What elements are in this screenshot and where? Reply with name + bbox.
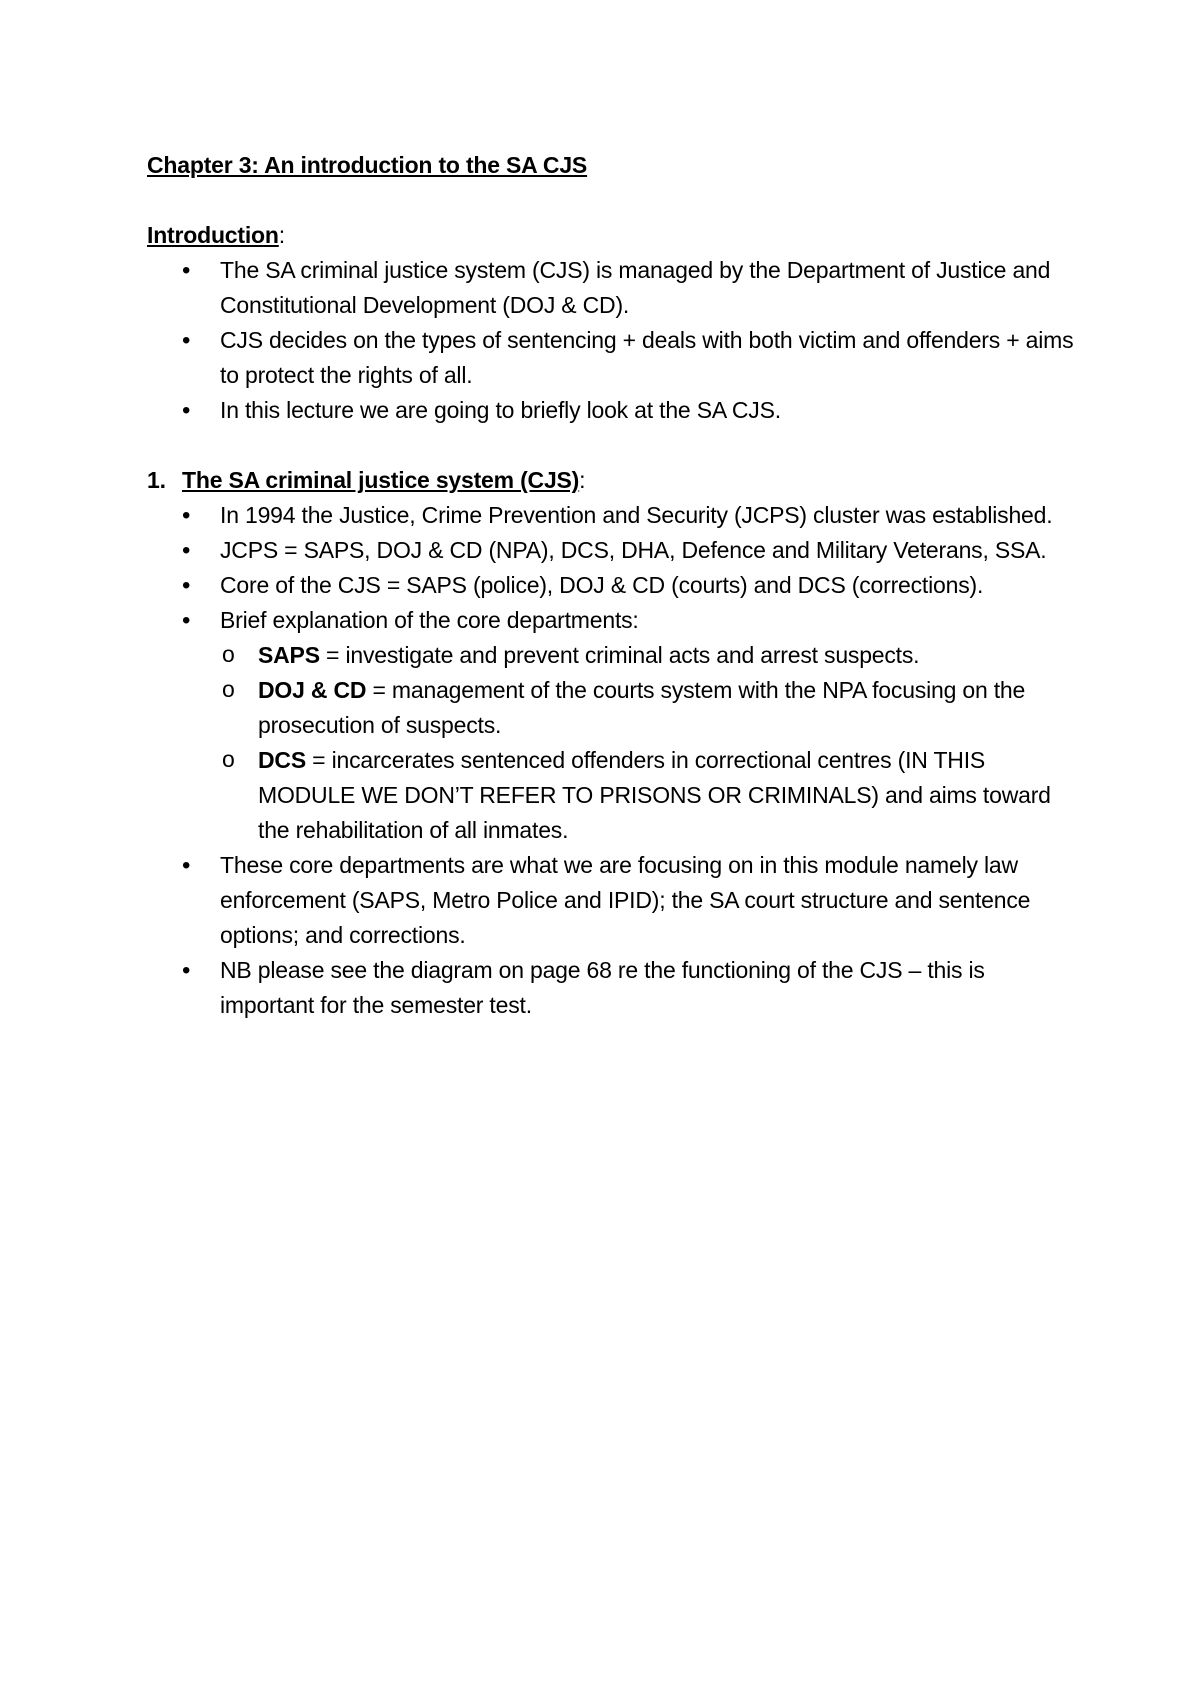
intro-bullet: • In this lecture we are going to briefly look at the SA CJS. [220,393,1077,428]
section-1-bullet: • Core of the CJS = SAPS (police), DOJ & CD (courts) and DCS (corrections). [220,568,1077,603]
section-1-bullet: • JCPS = SAPS, DOJ & CD (NPA), DCS, DHA, Defence and Military Veterans, SSA. [220,533,1077,568]
section-1-bullet-list [147,498,1077,1023]
department-term: DCS [258,747,306,773]
department-term: SAPS [258,642,320,668]
section-1-bullet-core-departments [220,603,1077,848]
intro-heading [147,218,1077,253]
core-department-saps [258,638,1077,673]
intro-heading-colon: : [278,222,285,248]
intro-heading-text: Introduction [147,222,279,248]
section-1-bullet-text: Brief explanation of the core departments: [220,607,639,633]
core-department-doj-cd [258,673,1077,743]
spacer [147,428,1077,463]
intro-bullet-list [147,253,1077,428]
department-term: DOJ & CD [258,677,367,703]
section-1-bullet: • These core departments are what we are focusing on in this module namely law enforcement (SAPS, Metro Police and IPID); the SA court structure and sentence options; and corrections. [220,848,1077,953]
core-department-dcs [258,743,1077,848]
section-1-bullet: • NB please see the diagram on page 68 re the functioning of the CJS – this is important for the semester test. [220,953,1077,1023]
department-description: = investigate and prevent criminal acts and arrest suspects. [319,642,920,668]
section-1-bullet: • In 1994 the Justice, Crime Prevention and Security (JCPS) cluster was established. [220,498,1077,533]
department-description: = management of the courts system with the NPA focusing on the prosecution of suspects. [258,677,1026,738]
intro-bullet: • CJS decides on the types of sentencing + deals with both victim and offenders + aims to protect the rights of all. [220,323,1077,393]
department-description: = incarcerates sentenced offenders in correctional centres (IN THIS MODULE WE DON’T REFER TO PRISONS OR CRIMINALS) and aims toward the rehabilitation of all inmates. [258,747,1051,843]
section-1-heading [147,463,1077,498]
section-1-heading-colon: : [579,467,586,493]
section-1-number: 1. [147,467,166,493]
core-departments-list [220,638,1077,848]
section-1-heading-text: The SA criminal justice system (CJS) [182,467,580,493]
spacer [147,183,1077,218]
intro-bullet: • The SA criminal justice system (CJS) is managed by the Department of Justice and Constitutional Development (DOJ & CD). [220,253,1077,323]
document-body [147,148,1077,1023]
chapter-title: Chapter 3: An introduction to the SA CJS [147,152,588,178]
